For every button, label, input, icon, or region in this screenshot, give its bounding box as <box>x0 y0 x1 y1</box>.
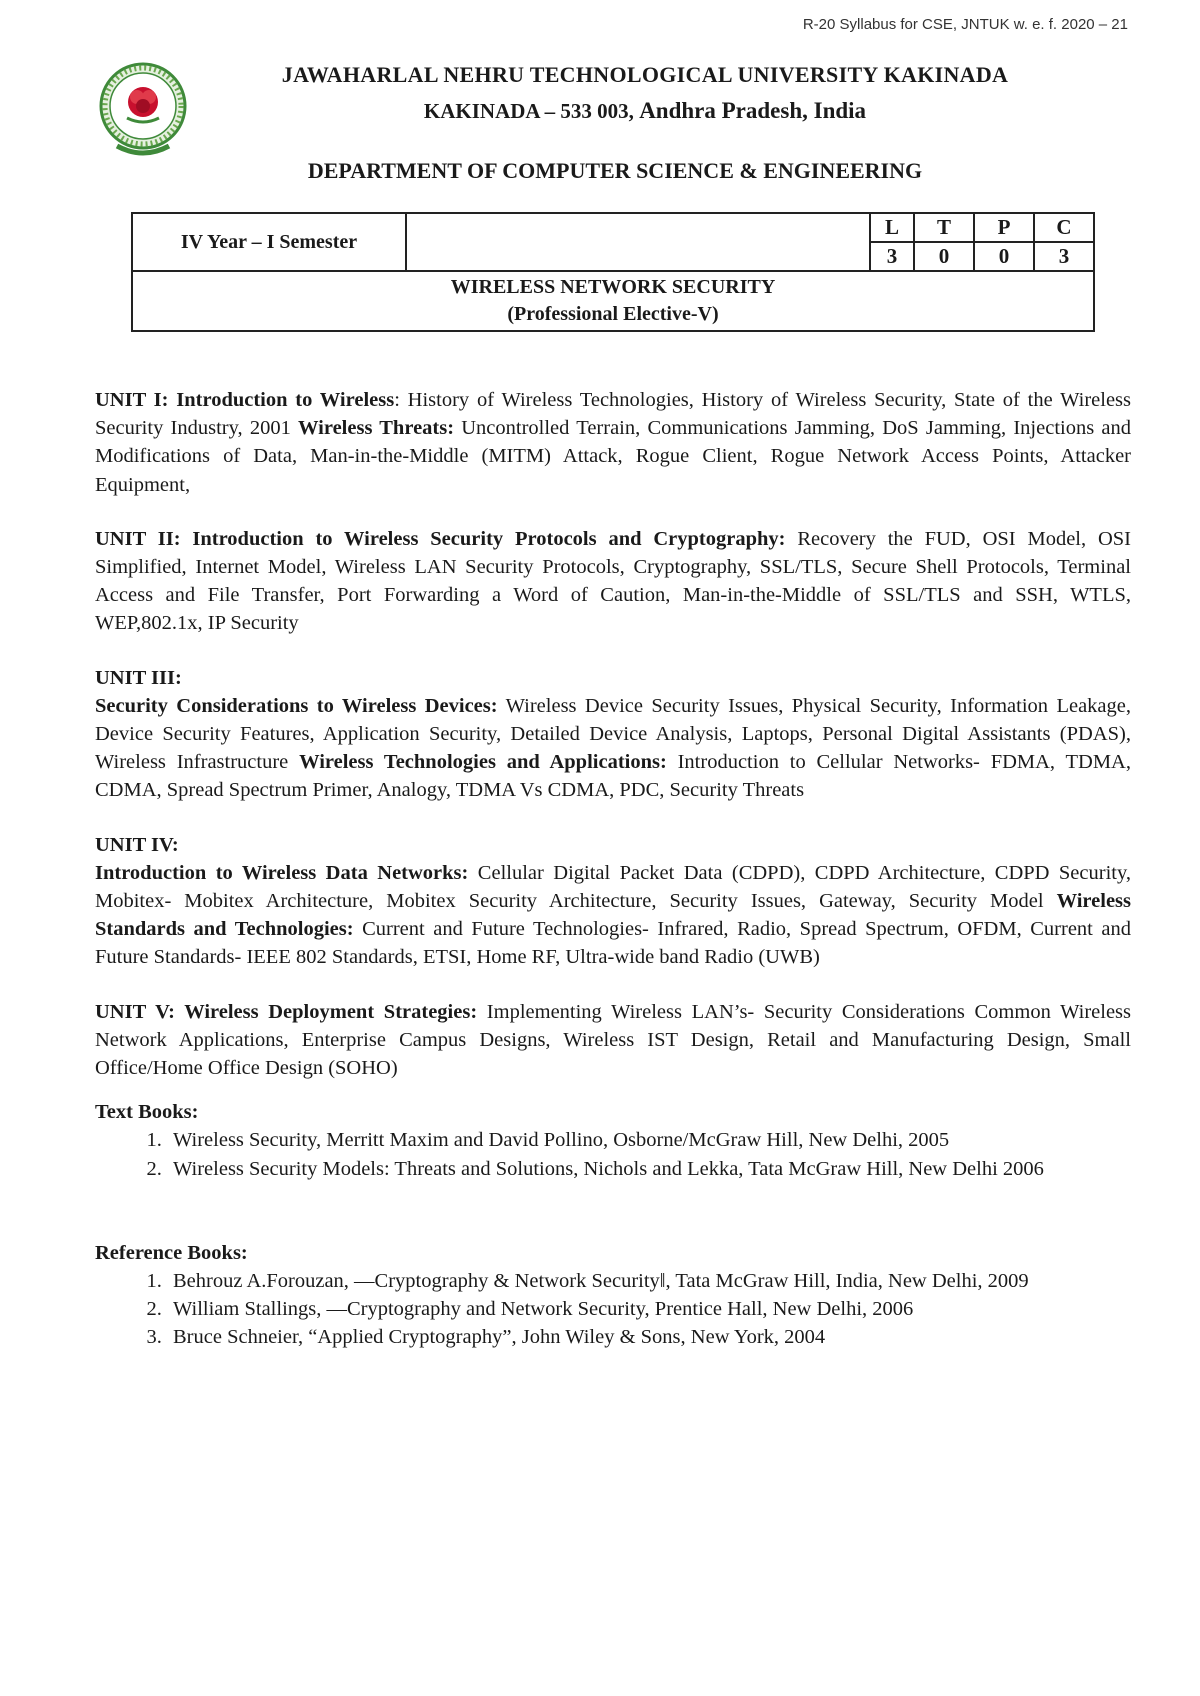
header-reference: R-20 Syllabus for CSE, JNTUK w. e. f. 2020 – 21 <box>802 16 1128 33</box>
course-subtitle: (Professional Elective-V) <box>507 303 719 325</box>
unit-4 <box>95 831 1131 972</box>
unit-3 <box>95 664 1131 805</box>
unit-1-subtext: Uncontrolled Terrain, Communications Jamming, DoS Jamming, Injections and Modifications of Data, Man-in-the-Middle (MITM) Attack, Rogue Client, Rogue Network Access Points, Attacker Equipment, <box>95 417 1131 496</box>
course-title: WIRELESS NETWORK SECURITY <box>450 276 776 298</box>
department-name: DEPARTMENT OF COMPUTER SCIENCE & ENGINEERING <box>307 158 923 183</box>
unit-1-subhead: Wireless Threats: <box>298 417 455 440</box>
reference-books-heading: Reference Books: <box>95 1241 248 1264</box>
text-books-section <box>95 1098 1131 1183</box>
unit-1-head: UNIT I: Introduction to Wireless <box>95 389 395 411</box>
semester-cell: IV Year – I Semester <box>132 213 406 271</box>
unit-1 <box>95 386 1131 499</box>
header-t: T <box>914 213 974 242</box>
syllabus-content <box>95 386 1131 1352</box>
value-t: 0 <box>914 242 974 271</box>
unit-4-subtext: Current and Future Technologies- Infrared, Radio, Spread Spectrum, OFDM, Current and Future Standards- IEEE 802 Standards, ETSI, Home RF, Ultra-wide band Radio (UWB) <box>95 918 1131 969</box>
course-info-table <box>131 212 1095 332</box>
unit-2 <box>95 525 1131 638</box>
university-address <box>0 98 1200 124</box>
address-prefix: KAKINADA – 533 003, <box>423 99 640 123</box>
reference-books-list <box>95 1267 1131 1352</box>
unit-3-text: Wireless Device Security Issues, Physical Security, Information Leakage, Device Security Features, Application Security, Detailed Device Analysis, Laptops, Personal Digital Assistants (PDAS), Wireless Infrastructure <box>95 694 1131 774</box>
reference-book-item: 3. Bruce Schneier, “Applied Cryptography”, John Wiley & Sons, New York, 2004 <box>167 1323 1131 1351</box>
text-books-list <box>95 1126 1131 1182</box>
reference-book-item: 2. William Stallings, ―Cryptography and Network Security, Prentice Hall, New Delhi, 2006 <box>167 1295 1131 1323</box>
value-l: 3 <box>870 242 914 271</box>
value-c: 3 <box>1034 242 1094 271</box>
unit-2-text: Recovery the FUD, OSI Model, OSI Simplified, Internet Model, Wireless LAN Security Protocols, Cryptography, SSL/TLS, Secure Shell Protocols, Terminal Access and File Transfer, Port Forwarding a Word of Caution, Man-in-the-Middle of SSL/TLS and SSH, WTLS, WEP,802.1x, IP Security <box>95 527 1131 635</box>
unit-5-head: UNIT V: Wireless Deployment Strategies: <box>95 1000 478 1023</box>
text-book-item: 1. Wireless Security, Merritt Maxim and David Pollino, Osborne/McGraw Hill, New Delhi, 2005 <box>167 1126 1131 1154</box>
reference-book-item: 1. Behrouz A.Forouzan, ―Cryptography & Network Security‖, Tata McGraw Hill, India, New Delhi, 2009 <box>167 1267 1131 1295</box>
unit-2-head: UNIT II: Introduction to Wireless Security Protocols and Cryptography: <box>95 527 786 550</box>
unit-3-subhead: Wireless Technologies and Applications: <box>299 751 667 774</box>
unit-3-label: UNIT III: <box>95 666 182 689</box>
unit-4-head: Introduction to Wireless Data Networks: <box>95 861 469 884</box>
unit-3-head: Security Considerations to Wireless Devices: <box>95 694 498 717</box>
text-books-heading: Text Books: <box>95 1101 199 1124</box>
unit-4-label: UNIT IV: <box>95 833 179 856</box>
university-name: JAWAHARLAL NEHRU TECHNOLOGICAL UNIVERSITY KAKINADA <box>281 62 1009 87</box>
reference-books-section <box>95 1239 1131 1352</box>
unit-5-text: Implementing Wireless LAN’s- Security Considerations Common Wireless Network Applications, Enterprise Campus Designs, Wireless IST Design, Retail and Manufacturing Design, Small Office/Home Office Design (SOHO) <box>95 1000 1132 1080</box>
blank-cell <box>406 213 870 271</box>
address-suffix: Andhra Pradesh, India <box>639 98 867 123</box>
unit-3-subtext: Introduction to Cellular Networks- FDMA, TDMA, CDMA, Spread Spectrum Primer, Analogy, TDMA Vs CDMA, PDC, Security Threats <box>95 751 1131 802</box>
header-c: C <box>1034 213 1094 242</box>
unit-5 <box>95 998 1131 1083</box>
unit-1-text: : History of Wireless Technologies, History of Wireless Security, State of the Wireless Security Industry, 2001 <box>95 389 1132 440</box>
value-p: 0 <box>974 242 1034 271</box>
unit-4-subhead: Wireless Standards and Technologies: <box>95 890 1131 941</box>
header-p: P <box>974 213 1034 242</box>
text-book-item: 2. Wireless Security Models: Threats and Solutions, Nichols and Lekka, Tata McGraw Hill, New Delhi 2006 <box>167 1155 1131 1183</box>
header-l: L <box>870 213 914 242</box>
unit-4-text: Cellular Digital Packet Data (CDPD), CDPD Architecture, CDPD Security, Mobitex- Mobitex Architecture, Mobitex Security Architecture, Security Issues, Gateway, Security Model <box>95 861 1132 913</box>
course-title-cell <box>132 271 1094 331</box>
